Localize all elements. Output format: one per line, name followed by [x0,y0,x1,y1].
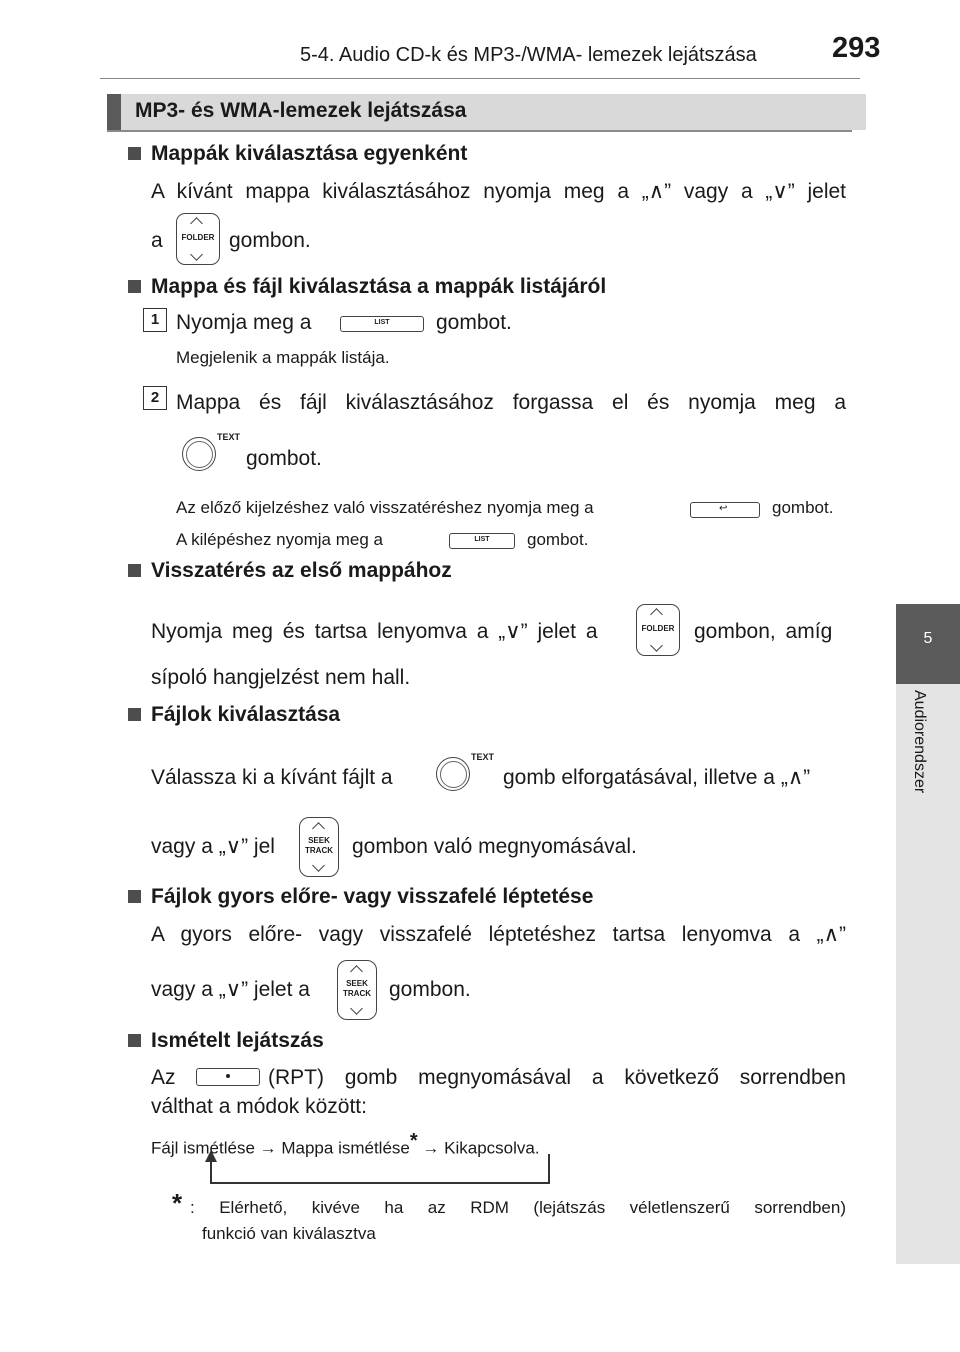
chevron-down-icon [312,859,325,872]
button-label-line: TRACK [305,846,333,855]
button-label: FOLDER [641,624,675,633]
chevron-up-icon [650,608,663,621]
heading-select-folders: Mappák kiválasztása egyenként [151,142,468,165]
seek-track-button-icon [337,960,377,1020]
heading-bullet [128,564,141,577]
text-line: gombon való megnyomásával. [352,835,637,858]
heading-bullet [128,708,141,721]
side-tab-number-text: 5 [923,630,933,647]
button-label: LIST [374,319,390,326]
footnote-text: : Elérhető, kivéve ha az RDM (lejátszás véletlenszerű sorrendben) [190,1198,846,1217]
arrow-up-icon [205,1150,217,1162]
heading-repeat-play: Ismételt lejátszás [151,1029,324,1052]
text-line: (RPT) gomb megnyomásával a következő sorrendben [268,1066,846,1089]
text-line: gombot. [436,311,512,334]
button-label-line: TRACK [343,989,371,998]
footnote-marker: * [172,1188,183,1218]
text-line: gombon, amíg [694,620,833,643]
button-label [338,979,376,999]
heading-bullet [128,280,141,293]
button-label-line: SEEK [308,836,330,845]
cycle-arrow-line [210,1182,550,1184]
text-line: gombot. [246,447,322,470]
dot-icon [226,1074,230,1078]
heading-bullet [128,890,141,903]
button-label [300,836,338,856]
seek-track-button-icon [299,817,339,877]
heading-select-files: Fájlok kiválasztása [151,703,341,726]
heading-return-first-folder: Visszatérés az első mappához [151,559,452,582]
cycle-arrow-line [210,1160,212,1184]
text-line: a [151,229,163,252]
button-label: LIST [474,536,490,543]
chevron-up-icon [350,965,363,978]
chevron-down-icon [650,639,663,652]
heading-bullet [128,1034,141,1047]
chapter-title: 5-4. Audio CD-k és MP3-/WMA- lemezek lejátszása [300,44,757,66]
heading-bullet [128,147,141,160]
sequence-text: → Kikapcsolva. [417,1138,540,1158]
text-line: gombon. [389,978,471,1001]
text-line: Nyomja meg a [176,311,312,334]
heading-folder-file-list: Mappa és fájl kiválasztása a mappák listájáról [151,275,607,298]
cycle-arrow-line [548,1154,550,1184]
step-number: 1 [143,308,167,332]
text-line: Mappa és fájl kiválasztásához forgassa el és nyomja meg a [176,391,846,414]
side-tab-strip [896,684,960,1264]
list-button-icon [449,533,515,549]
chevron-up-icon [190,217,203,230]
text-line: vagy a „∨” jel [151,835,275,858]
knob-label: TEXT [217,432,241,442]
tune-knob-icon [182,437,216,471]
footnote-text: funkció van kiválasztva [202,1224,376,1243]
note-line: gombot. [527,530,589,549]
folder-button-icon [636,604,680,656]
rpt-button-icon [196,1068,260,1086]
back-button-icon [690,502,760,518]
text-line: A kívánt mappa kiválasztásához nyomja meg a „∧” vagy a „∨” jelet [151,180,846,203]
section-title-bar [107,94,866,130]
sequence-text: Fájl ismétlése → Mappa ismétlése [151,1138,410,1158]
button-label-line: SEEK [346,979,368,988]
note-line: Megjelenik a mappák listája. [176,348,390,367]
side-tab-number [896,604,960,684]
note-line: A kilépéshez nyomja meg a [176,530,383,549]
note-line: Az előző kijelzéshez való visszatéréshez nyomja meg a [176,498,594,517]
heading-fast-forward: Fájlok gyors előre- vagy visszafelé léptetése [151,885,594,908]
text-line: vagy a „∨” jelet a [151,978,310,1001]
step-number: 2 [143,386,167,410]
side-tab-label: Audiorendszer [911,690,928,794]
page-number: 293 [832,32,881,64]
footnote-marker: * [409,1130,418,1152]
section-title: MP3- és WMA-lemezek lejátszása [135,99,467,122]
list-button-icon [340,316,424,332]
return-arrow-icon: ↩ [719,503,728,514]
tune-knob-icon [436,757,470,791]
text-line: Nyomja meg és tartsa lenyomva a „∨” jelet a [151,620,598,643]
section-underline [107,130,852,132]
text-line: válthat a módok között: [151,1095,367,1118]
chevron-down-icon [190,248,203,261]
text-line: A gyors előre- vagy visszafelé léptetéshez tartsa lenyomva a „∧” [151,923,846,946]
button-label: FOLDER [181,233,215,242]
text-line: gomb elforgatásával, illetve a „∧” [503,766,811,789]
folder-button-icon [176,213,220,265]
text-line: gombon. [229,229,311,252]
text-line: sípoló hangjelzést nem hall. [151,666,411,689]
header-divider [100,78,860,79]
knob-label: TEXT [471,752,495,762]
text-line: Válassza ki a kívánt fájlt a [151,766,393,789]
chevron-up-icon [312,822,325,835]
text-line: Az [151,1066,176,1089]
note-line: gombot. [772,498,834,517]
chevron-down-icon [350,1002,363,1015]
